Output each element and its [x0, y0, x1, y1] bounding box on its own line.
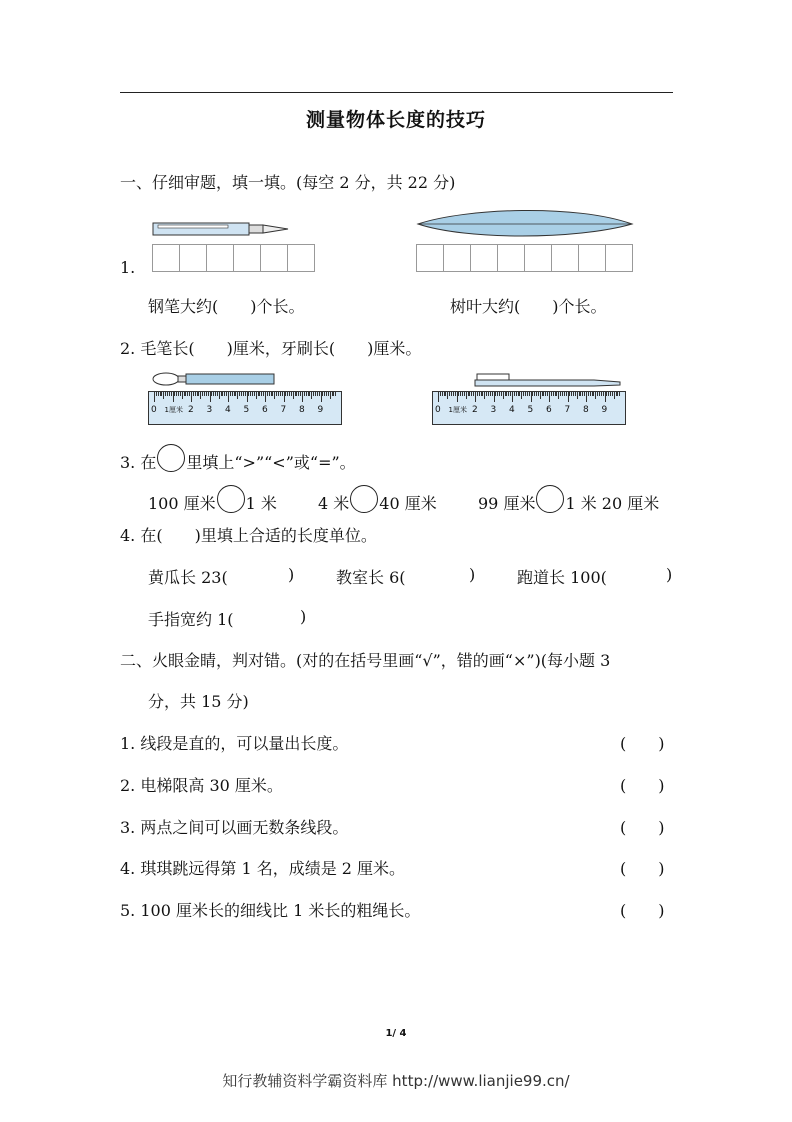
ruler-tick [442, 392, 443, 396]
q4-cucumber: 黄瓜长 23( [148, 568, 228, 587]
ruler-tick [309, 392, 310, 396]
ruler-tick [202, 392, 203, 396]
ruler-tick [211, 392, 212, 396]
ruler-tick [573, 392, 574, 396]
ruler-tick [549, 392, 550, 402]
ruler-tick [584, 392, 585, 396]
ruler-label: 5 [243, 405, 250, 415]
ruler-tick [163, 392, 164, 399]
ruler-label: 9 [601, 405, 608, 415]
compare-right: 1 米 [245, 494, 277, 513]
ruler-tick [274, 392, 275, 399]
ruler-tick [516, 392, 517, 396]
ruler-tick [311, 392, 312, 399]
ruler-tick [616, 392, 617, 396]
ruler-tick [256, 392, 257, 399]
ruler-tick [184, 392, 185, 396]
q4-track: 跑道长 100( [517, 568, 607, 587]
answer-paren[interactable]: ( ) [620, 901, 665, 920]
ruler-tick [593, 392, 594, 396]
ruler-tick [582, 392, 583, 396]
ruler-tick [258, 392, 259, 396]
ruler-tick [451, 392, 452, 396]
ruler-tick [458, 392, 459, 396]
ruler-tick [272, 392, 273, 396]
ruler-tick [529, 392, 530, 396]
ruler-tick [189, 392, 190, 396]
ruler-tick [477, 392, 478, 396]
brush-icon [152, 371, 278, 387]
ruler-tick [492, 392, 493, 396]
section2-heading-line2: 分，共 15 分) [148, 692, 249, 711]
page-number: 1/ 4 [385, 1028, 407, 1039]
ruler-tick [276, 392, 277, 396]
ruler-label: 8 [583, 405, 589, 415]
ruler-tick [169, 392, 170, 396]
ruler-tick [597, 392, 598, 396]
ruler-tick [617, 392, 618, 396]
footer-watermark: 知行教辅资料学霸资料库 http://www.lianjie99.cn/ [222, 1072, 570, 1090]
ruler-tick [332, 392, 333, 396]
ruler-icon [432, 391, 626, 425]
ruler-tick [250, 392, 251, 396]
q3-compare-3 [478, 485, 659, 514]
ruler-tick [460, 392, 461, 396]
ruler-tick [471, 392, 472, 396]
ruler-tick [495, 392, 496, 396]
ruler-tick [481, 392, 482, 396]
ruler-tick [512, 392, 513, 402]
ruler-tick [206, 392, 207, 396]
ruler-tick [160, 392, 161, 396]
ruler-label: 3 [206, 405, 213, 415]
ruler-tick [237, 392, 238, 399]
ruler-label: 7 [564, 405, 571, 415]
ruler-tick [154, 392, 155, 402]
ruler-tick [156, 392, 157, 396]
ruler-tick [560, 392, 561, 396]
ruler-tick [523, 392, 524, 396]
q2-text: 2. 毛笔长( )厘米，牙刷长( )厘米。 [120, 339, 422, 358]
ruler-label: 6 [262, 405, 268, 415]
ruler-tick [180, 392, 181, 396]
ruler-tick [271, 392, 272, 396]
ruler-tick [158, 392, 159, 396]
ruler-tick [306, 392, 307, 396]
ruler-tick [490, 392, 491, 396]
ruler-tick [542, 392, 543, 396]
ruler-tick [176, 392, 177, 396]
ruler-tick [453, 392, 454, 396]
ruler-label: 1厘米 [164, 406, 183, 414]
ruler-tick [322, 392, 323, 396]
ruler-tick [514, 392, 515, 396]
judge-item-2: 2. 电梯限高 30 厘米。 [120, 776, 283, 795]
ruler-tick [300, 392, 301, 396]
ruler-tick [586, 392, 587, 402]
ruler-tick [241, 392, 242, 396]
ruler-tick [234, 392, 235, 396]
ruler-tick [204, 392, 205, 396]
ruler-label: 2 [188, 405, 194, 415]
q3-text-b: 里填上“>”“<”或“=”。 [186, 453, 356, 472]
answer-paren[interactable]: ( ) [620, 734, 665, 753]
ruler-tick [438, 392, 439, 402]
ruler-tick [280, 392, 281, 396]
ruler-tick [488, 392, 489, 396]
ruler-tick [590, 392, 591, 396]
ruler-tick [224, 392, 225, 396]
ruler-tick [612, 392, 613, 396]
q4-close-paren: ) [288, 565, 295, 584]
ruler-tick [545, 392, 546, 396]
ruler-tick [555, 392, 556, 396]
ruler-label: 3 [490, 405, 497, 415]
ruler-tick [219, 392, 220, 399]
ruler-tick [538, 392, 539, 396]
answer-paren[interactable]: ( ) [620, 776, 665, 795]
ruler-tick [494, 392, 495, 402]
ruler-tick [308, 392, 309, 396]
ruler-tick [479, 392, 480, 396]
toothbrush-icon [474, 372, 622, 388]
ruler-tick [566, 392, 567, 396]
ruler-tick [287, 392, 288, 396]
ruler-tick [577, 392, 578, 399]
ruler-tick [531, 392, 532, 402]
ruler-tick [547, 392, 548, 396]
ruler-tick [444, 392, 445, 396]
ruler-tick [182, 392, 183, 399]
section2-heading-line1: 二、火眼金睛，判对错。(对的在括号里画“√”，错的画“×”)(每小题 3 [120, 651, 611, 670]
ruler-tick [191, 392, 192, 402]
ruler-tick [302, 392, 303, 402]
ruler-tick [239, 392, 240, 396]
ruler-tick [296, 392, 297, 396]
judge-item-5: 5. 100 厘米长的细线比 1 米长的粗绳长。 [120, 901, 421, 920]
ruler-tick [518, 392, 519, 396]
ruler-tick [313, 392, 314, 396]
ruler-tick [569, 392, 570, 396]
pen-measure-boxes [153, 244, 315, 272]
ruler-tick [267, 392, 268, 396]
q3-compare-2 [318, 485, 437, 514]
top-rule [120, 92, 673, 93]
ruler-tick [252, 392, 253, 396]
ruler-tick [173, 392, 174, 402]
ruler-tick [499, 392, 500, 396]
ruler-tick [575, 392, 576, 396]
ruler-tick [564, 392, 565, 396]
ruler-tick [319, 392, 320, 396]
ruler-tick [568, 392, 569, 402]
ruler-label: 4 [509, 405, 515, 415]
ruler-tick [521, 392, 522, 399]
ruler-tick [289, 392, 290, 396]
q4-close-paren: ) [300, 607, 307, 626]
ruler-tick [185, 392, 186, 396]
q4-classroom: 教室长 6( [336, 568, 406, 587]
ruler-tick [326, 392, 327, 396]
section1-heading: 一、仔细审题，填一填。(每空 2 分，共 22 分) [120, 173, 456, 192]
ruler-tick [464, 392, 465, 396]
ruler-tick [321, 392, 322, 402]
ruler-tick [284, 392, 285, 402]
ruler-tick [317, 392, 318, 396]
ruler-icon [148, 391, 342, 425]
ruler-tick [558, 392, 559, 399]
ruler-tick [293, 392, 294, 399]
ruler-tick [614, 392, 615, 399]
ruler-tick [606, 392, 607, 396]
q4-text: 4. 在( )里填上合适的长度单位。 [120, 526, 377, 545]
ruler-tick [178, 392, 179, 396]
ruler-tick [592, 392, 593, 396]
ruler-tick [534, 392, 535, 396]
q1-leaf-text: 树叶大约( )个长。 [450, 297, 607, 316]
ruler-tick [610, 392, 611, 396]
ruler-tick [440, 392, 441, 396]
ruler-tick [468, 392, 469, 396]
ruler-tick [222, 392, 223, 396]
ruler-tick [298, 392, 299, 396]
ruler-tick [235, 392, 236, 396]
ruler-tick [556, 392, 557, 396]
ruler-label: 4 [225, 405, 231, 415]
judge-item-1: 1. 线段是直的，可以量出长度。 [120, 734, 349, 753]
ruler-tick [543, 392, 544, 396]
ruler-tick [497, 392, 498, 396]
ruler-tick [601, 392, 602, 396]
compare-circle[interactable] [536, 485, 564, 513]
ruler-tick [285, 392, 286, 396]
ruler-tick [525, 392, 526, 396]
ruler-tick [599, 392, 600, 396]
ruler-tick [213, 392, 214, 396]
ruler-tick [226, 392, 227, 396]
ruler-tick [221, 392, 222, 396]
ruler-tick [519, 392, 520, 396]
ruler-tick [328, 392, 329, 396]
ruler-tick [198, 392, 199, 396]
ruler-tick [527, 392, 528, 396]
ruler-tick [282, 392, 283, 396]
ruler-label: 8 [299, 405, 305, 415]
answer-paren[interactable]: ( ) [620, 818, 665, 837]
judge-item-3: 3. 两点之间可以画无数条线段。 [120, 818, 349, 837]
ruler-tick [217, 392, 218, 396]
ruler-tick [200, 392, 201, 399]
ruler-tick [243, 392, 244, 396]
compare-right: 1 米 20 厘米 [565, 494, 660, 513]
ruler-tick [261, 392, 262, 396]
ruler-tick [167, 392, 168, 396]
ruler-tick [532, 392, 533, 396]
ruler-tick [486, 392, 487, 396]
ruler-tick [215, 392, 216, 396]
ruler-tick [269, 392, 270, 396]
ruler-tick [304, 392, 305, 396]
ruler-tick [265, 392, 266, 402]
ruler-tick [571, 392, 572, 396]
ruler-label: 6 [546, 405, 552, 415]
ruler-label: 0 [435, 405, 441, 415]
ruler-tick [505, 392, 506, 396]
ruler-tick [580, 392, 581, 396]
ruler-tick [208, 392, 209, 396]
ruler-tick [232, 392, 233, 396]
compare-left: 100 厘米 [148, 494, 216, 513]
ruler-tick [484, 392, 485, 399]
compare-right: 40 厘米 [379, 494, 437, 513]
ruler-tick [562, 392, 563, 396]
ruler-tick [210, 392, 211, 402]
ruler-tick [193, 392, 194, 396]
ruler-tick [540, 392, 541, 399]
ruler-tick [245, 392, 246, 396]
ruler-tick [457, 392, 458, 402]
leaf-measure-boxes [417, 244, 633, 272]
ruler-tick [335, 392, 336, 396]
ruler-tick [449, 392, 450, 396]
ruler-label: 5 [527, 405, 534, 415]
q3-compare-1 [148, 485, 277, 514]
ruler-tick [579, 392, 580, 396]
ruler-tick [466, 392, 467, 399]
ruler-tick [473, 392, 474, 396]
q4-finger: 手指宽约 1( [148, 610, 234, 629]
ruler-tick [503, 392, 504, 399]
ruler-tick [603, 392, 604, 396]
ruler-label: 7 [280, 405, 287, 415]
ruler-tick [295, 392, 296, 396]
ruler-tick [254, 392, 255, 396]
pen-icon [152, 220, 292, 238]
ruler-tick [506, 392, 507, 396]
ruler-tick [291, 392, 292, 396]
ruler-tick [248, 392, 249, 396]
ruler-tick [228, 392, 229, 402]
leaf-icon [416, 206, 634, 242]
q3-instruction [120, 444, 356, 473]
ruler-tick [510, 392, 511, 396]
ruler-tick [482, 392, 483, 396]
ruler-label: 1厘米 [448, 406, 467, 414]
ruler-tick [161, 392, 162, 396]
ruler-tick [174, 392, 175, 396]
ruler-tick [536, 392, 537, 396]
ruler-tick [333, 392, 334, 396]
judge-item-4: 4. 琪琪跳远得第 1 名，成绩是 2 厘米。 [120, 859, 406, 878]
ruler-tick [469, 392, 470, 396]
ruler-label: 9 [317, 405, 324, 415]
q1-number: 1. [120, 258, 136, 277]
compare-circle [157, 444, 185, 472]
ruler-label: 0 [151, 405, 157, 415]
ruler-tick [447, 392, 448, 399]
ruler-tick [588, 392, 589, 396]
ruler-tick [475, 392, 476, 402]
ruler-tick [195, 392, 196, 396]
ruler-tick [187, 392, 188, 396]
ruler-tick [619, 392, 620, 396]
ruler-tick [553, 392, 554, 396]
ruler-tick [165, 392, 166, 396]
compare-circle[interactable] [217, 485, 245, 513]
ruler-tick [605, 392, 606, 402]
ruler-tick [501, 392, 502, 396]
q4-close-paren: ) [666, 565, 673, 584]
q3-text-a: 3. 在 [120, 453, 157, 472]
ruler-tick [608, 392, 609, 396]
ruler-tick [455, 392, 456, 396]
ruler-tick [247, 392, 248, 402]
q4-close-paren: ) [469, 565, 476, 584]
ruler-tick [508, 392, 509, 396]
ruler-tick [330, 392, 331, 399]
q1-pen-text: 钢笔大约( )个长。 [148, 297, 305, 316]
ruler-tick [278, 392, 279, 396]
compare-left: 4 米 [318, 494, 350, 513]
ruler-tick [263, 392, 264, 396]
ruler-tick [324, 392, 325, 396]
ruler-tick [551, 392, 552, 396]
ruler-tick [595, 392, 596, 399]
ruler-tick [445, 392, 446, 396]
ruler-label: 2 [472, 405, 478, 415]
answer-paren[interactable]: ( ) [620, 859, 665, 878]
compare-circle[interactable] [350, 485, 378, 513]
page-title: 测量物体长度的技巧 [305, 109, 486, 131]
ruler-tick [315, 392, 316, 396]
ruler-tick [259, 392, 260, 396]
ruler-tick [462, 392, 463, 396]
compare-left: 99 厘米 [478, 494, 536, 513]
ruler-tick [230, 392, 231, 396]
ruler-tick [197, 392, 198, 396]
ruler-tick [171, 392, 172, 396]
